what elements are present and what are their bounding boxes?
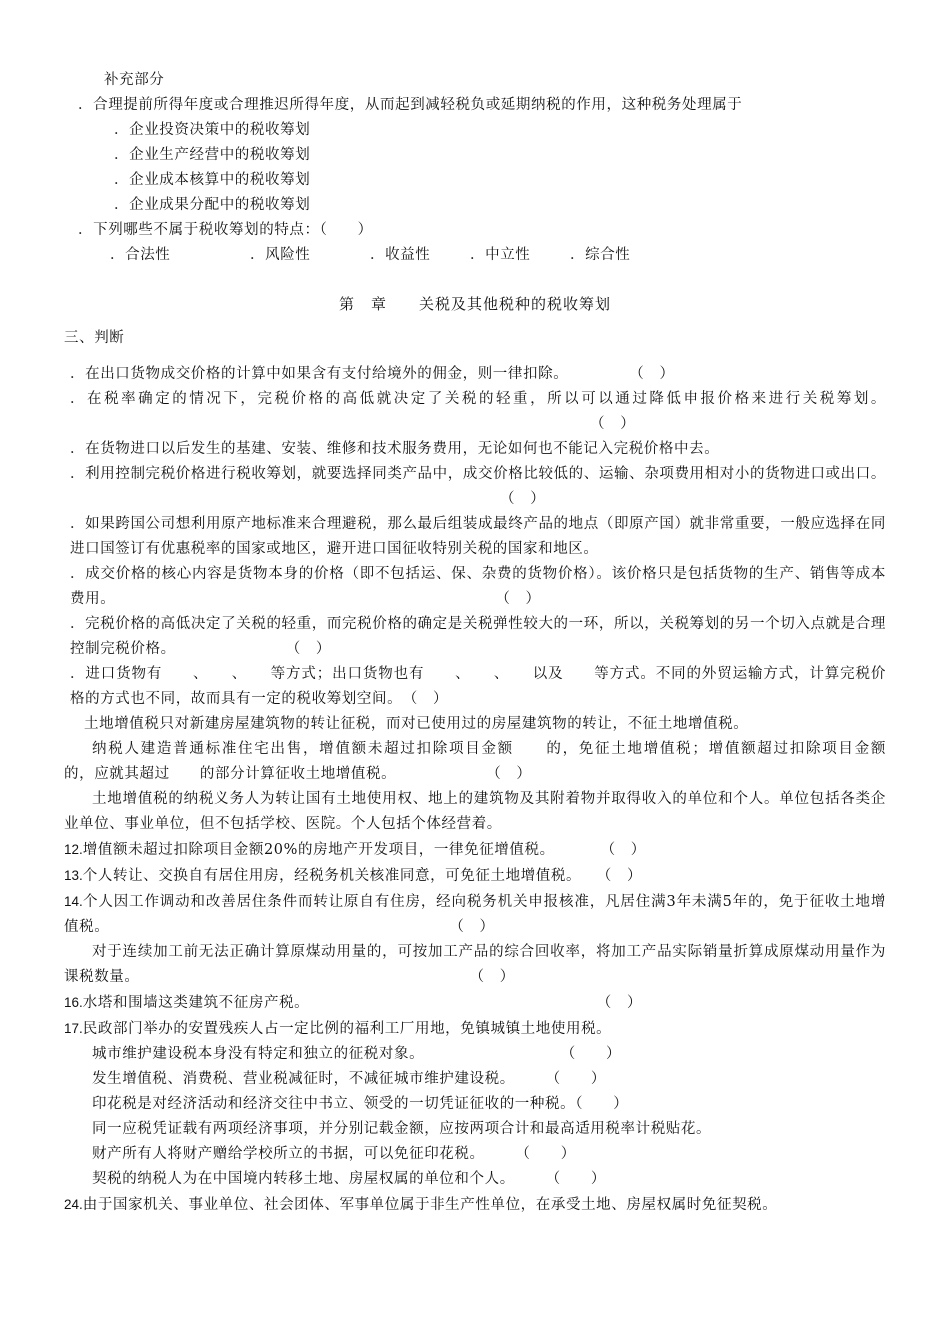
judgment-item-9: 土地增值税只对新建房屋建筑物的转让征税，而对已使用过的房屋建筑物的转让，不征土地增值税。 (84, 716, 749, 732)
judgment-item-10: 纳税人建造普通标准住宅出售，增值额未超过扣除项目金额 的，免征土地增值税；增值额超过扣除项目金额 的，应就其超过 的部分计算征收土地增值税。 （ ） (64, 741, 917, 782)
judgment-item-1: ．在出口货物成交价格的计算中如果含有支付给境外的佣金，则一律扣除。 （ ） (70, 366, 675, 382)
chapter-title: 第 章 关税及其他税种的税收筹划 (338, 295, 611, 313)
question-2-option-b: ．风险性 (250, 247, 311, 263)
judgment-item-18: 城市维护建设税本身没有特定和独立的征税对象。 （ ） (92, 1046, 622, 1062)
judgment-item-2: ．在税率确定的情况下，完税价格的高低就决定了关税的轻重，所以可以通过降低申报价格来进行关税筹划。（ ） (70, 391, 886, 432)
judgment-item-5: ．如果跨国公司想利用原产地标准来合理避税，那么最后组装成最终产品的地点（即原产国）就非常重要，一般应选择在同进口国签订有优惠税率的国家或地区，避开进口国征收特别关税的国家和地区。 (70, 516, 886, 557)
judgment-item-6: ．成交价格的核心内容是货物本身的价格（即不包括运、保、杂费的货物价格）。该价格只是包括货物的生产、销售等成本费用。 （ ） (70, 566, 886, 607)
question-1-option-d: ．企业成果分配中的税收筹划 (114, 197, 311, 213)
judgment-item-24: 24.由于国家机关、事业单位、社会团体、军事单位属于非生产性单位，在承受土地、房屋权属时免征契税。 (64, 1197, 778, 1213)
judgment-item-19: 发生增值税、消费税、营业税减征时，不减征城市维护建设税。 （ ） (92, 1071, 606, 1087)
judgment-item-12: 12.增值额未超过扣除项目金额20%的房地产开发项目，一律免征增值税。 （ ） (64, 842, 646, 858)
question-2-option-a: ．合法性 (110, 247, 171, 263)
judgment-item-3: ．在货物进口以后发生的基建、安装、维修和技术服务费用，无论如何也不能记入完税价格中去。 (70, 441, 720, 457)
judgment-item-4: ．利用控制完税价格进行税收筹划，就要选择同类产品中，成交价格比较低的、运输、杂项费用相对小的货物进口或出口。（ ） (70, 466, 886, 507)
judgment-item-14: 14.个人因工作调动和改善居住条件而转让原自有住房，经向税务机关申报核准，凡居住满3年未满5年的，免于征收土地增值税。 （ ） (64, 894, 886, 935)
question-1-option-a: ．企业投资决策中的税收筹划 (114, 122, 311, 138)
judgment-item-20: 印花税是对经济活动和经济交往中书立、领受的一切凭证征收的一种税。（ ） (92, 1096, 629, 1112)
question-2-option-e: ．综合性 (570, 247, 631, 263)
judgment-item-16: 16.水塔和围墙这类建筑不征房产税。 （ ） (64, 995, 643, 1011)
judgment-item-21: 同一应税凭证载有两项经济事项，并分别记载金额，应按两项合计和最高适用税率计税贴花。 (92, 1121, 712, 1137)
judgment-item-7: ．完税价格的高低决定了关税的轻重，而完税价格的确定是关税弹性较大的一环，所以，关税筹划的另一个切入点就是合理控制完税价格。 （ ） (70, 616, 886, 657)
judgment-item-22: 财产所有人将财产赠给学校所立的书据，可以免征印花税。 （ ） (92, 1146, 576, 1162)
question-2-option-c: ．收益性 (370, 247, 431, 263)
section-heading: 三、判断 (64, 330, 125, 346)
judgment-item-17: 17.民政部门举办的安置残疾人占一定比例的福利工厂用地，免镇城镇土地使用税。 (64, 1021, 612, 1037)
judgment-item-15: 对于连续加工前无法正确计算原煤动用量的，可按加工产品的综合回收率，将加工产品实际销量折算成原煤动用量作为课税数量。 （ ） (64, 944, 886, 985)
question-1-option-b: ．企业生产经营中的税收筹划 (114, 147, 311, 163)
supplement-heading: 补充部分 (104, 72, 165, 88)
judgment-list (64, 362, 917, 1218)
question-1-option-c: ．企业成本核算中的税收筹划 (114, 172, 311, 188)
judgment-item-11: 土地增值税的纳税义务人为转让国有土地使用权、地上的建筑物及其附着物并取得收入的单位和个人。单位包括各类企业单位、事业单位，但不包括学校、医院。个人包括个体经营着。 (64, 791, 886, 832)
judgment-item-8: ．进口货物有 、 、 等方式；出口货物也有 、 、 以及 等方式。不同的外贸运输方式，计算完税价格的方式也不同，故而具有一定的税收筹划空间。 （ ） (70, 666, 886, 707)
question-2-option-d: ．中立性 (470, 247, 531, 263)
judgment-item-13: 13.个人转让、交换自有居住用房，经税务机关核准同意，可免征土地增值税。 （ ） (64, 868, 643, 884)
judgment-item-23: 契税的纳税人为在中国境内转移土地、房屋权属的单位和个人。 （ ） (92, 1171, 606, 1187)
question-2-stem: ．下列哪些不属于税收筹划的特点：（ ） (78, 222, 373, 238)
question-1-stem: ．合理提前所得年度或合理推迟所得年度，从而起到减轻税负或延期纳税的作用，这种税务处理属于 (78, 97, 743, 113)
